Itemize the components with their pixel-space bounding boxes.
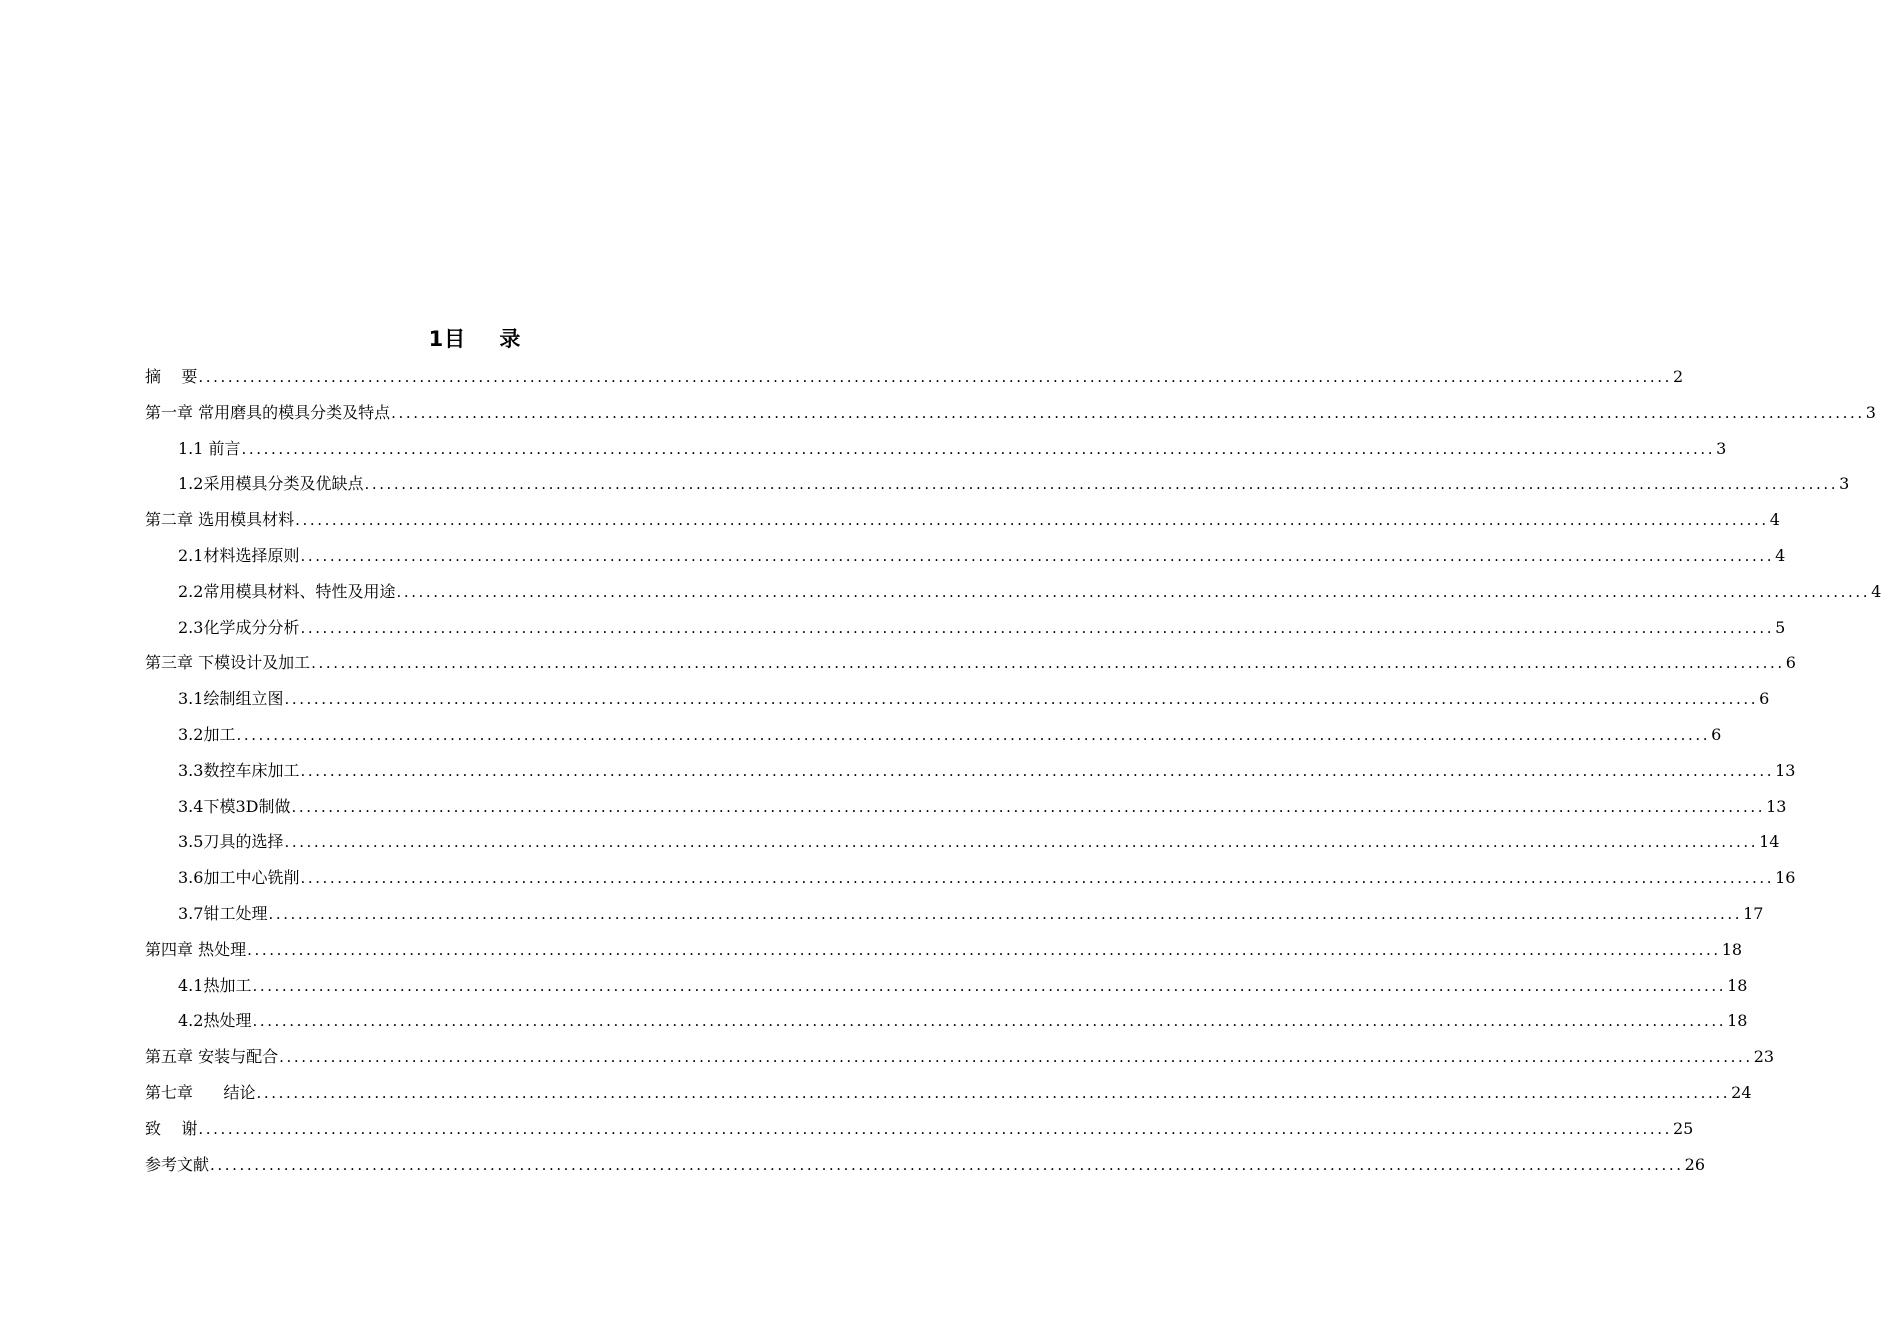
toc-dot-leader: ........................................................................................................................................................................................................ — [291, 797, 1766, 816]
toc-entry-page-number: 18 — [1727, 1011, 1748, 1031]
toc-entry-page-number: 18 — [1727, 975, 1748, 995]
toc-entry-page-number: 13 — [1766, 796, 1787, 816]
toc-entry-label: 摘 要 — [145, 367, 198, 386]
toc-title: 1目 录 — [428, 327, 522, 351]
toc-dot-leader: ........................................................................................................................................................................................................ — [284, 690, 1759, 709]
toc-entry-page-number: 18 — [1721, 939, 1743, 959]
toc-entry[interactable] — [145, 896, 1764, 932]
toc-entry[interactable] — [145, 645, 1796, 681]
toc-dot-leader: ........................................................................................................................................................................................................ — [252, 1012, 1727, 1031]
toc-dot-leader: ........................................................................................................................................................................................................ — [396, 582, 1871, 601]
toc-entry-page-number: 26 — [1684, 1154, 1705, 1174]
toc-entry[interactable] — [145, 610, 1786, 646]
toc-dot-leader: ........................................................................................................................................................................................................ — [252, 976, 1727, 995]
toc-dot-leader: ........................................................................................................................................................................................................ — [247, 940, 1721, 959]
toc-entry-label: 第二章 选用模具材料 — [145, 510, 295, 530]
toc-entry-page-number: 4 — [1775, 545, 1786, 565]
toc-entry-label: 致 谢 — [145, 1118, 198, 1138]
toc-entry-page-number: 6 — [1759, 689, 1770, 709]
toc-entry[interactable] — [145, 1039, 1775, 1075]
toc-entry[interactable] — [145, 574, 1881, 610]
toc-entry-label: 2.1材料选择原则 — [178, 545, 300, 565]
toc-entry-label: 3.7钳工处理 — [178, 903, 268, 923]
toc-entry-label: 3.5刀具的选择 — [178, 832, 284, 852]
toc-entry-label: 参考文献 — [145, 1154, 210, 1174]
toc-entry-page-number: 4 — [1871, 581, 1881, 601]
toc-entry[interactable] — [145, 538, 1786, 574]
toc-entry-label: 1.2采用模具分类及优缺点 — [178, 474, 364, 494]
toc-entry[interactable] — [145, 681, 1770, 717]
toc-entry-label: 4.2热处理 — [178, 1011, 252, 1031]
toc-dot-leader: ........................................................................................................................................................................................................ — [300, 869, 1775, 888]
toc-entry[interactable] — [145, 824, 1780, 860]
toc-entry-page-number: 13 — [1775, 760, 1796, 780]
toc-entry[interactable] — [145, 431, 1727, 467]
toc-dot-leader: ........................................................................................................................................................................................................ — [300, 546, 1775, 565]
toc-entry[interactable] — [145, 1147, 1705, 1183]
toc-entry[interactable] — [145, 932, 1743, 968]
toc-entry-page-number: 3 — [1839, 474, 1850, 494]
toc-dot-leader: ........................................................................................................................................................................................................ — [210, 1155, 1684, 1174]
toc-entry-label: 2.2常用模具材料、特性及用途 — [178, 581, 396, 601]
toc-entry-label: 第七章 结论 — [145, 1082, 256, 1102]
toc-entry-page-number: 23 — [1753, 1047, 1775, 1067]
toc-dot-leader: ........................................................................................................................................................................................................ — [300, 618, 1775, 637]
toc-entry-label: 3.2加工 — [178, 724, 236, 744]
toc-dot-leader: ........................................................................................................................................................................................................ — [300, 761, 1775, 780]
toc-dot-leader: ........................................................................................................................................................................................................ — [256, 1083, 1731, 1102]
toc-entry[interactable] — [145, 717, 1722, 753]
toc-entry-label: 第四章 热处理 — [145, 939, 247, 959]
toc-entry-page-number: 3 — [1865, 402, 1876, 422]
toc-entry[interactable] — [145, 395, 1876, 431]
toc-entry-page-number: 24 — [1731, 1082, 1752, 1102]
toc-entry-label: 4.1热加工 — [178, 975, 252, 995]
toc-dot-leader: ........................................................................................................................................................................................................ — [198, 1119, 1672, 1138]
toc-dot-leader: ........................................................................................................................................................................................................ — [198, 368, 1672, 386]
toc-entry-page-number: 25 — [1672, 1118, 1694, 1138]
toc-entry-label: 3.4下模3D制做 — [178, 796, 291, 816]
toc-entry-label: 2.3化学成分分析 — [178, 617, 300, 637]
toc-dot-leader: ........................................................................................................................................................................................................ — [284, 833, 1759, 852]
toc-entry-page-number: 6 — [1711, 724, 1722, 744]
toc-entry-page-number: 14 — [1759, 832, 1780, 852]
toc-dot-leader: ........................................................................................................................................................................................................ — [391, 403, 1865, 422]
toc-entry-page-number: 6 — [1785, 653, 1796, 673]
toc-entry-label: 第五章 安装与配合 — [145, 1047, 279, 1067]
toc-entry-label: 1.1 前言 — [178, 438, 241, 458]
toc-dot-leader: ........................................................................................................................................................................................................ — [236, 725, 1711, 744]
toc-dot-leader: ........................................................................................................................................................................................................ — [241, 439, 1716, 458]
toc-entry-page-number: 4 — [1769, 510, 1780, 530]
toc-entry[interactable] — [145, 1111, 1694, 1147]
toc-entry[interactable] — [145, 789, 1787, 825]
toc-entry[interactable] — [145, 466, 1850, 502]
toc-entry[interactable] — [145, 860, 1796, 896]
toc-entry-page-number: 16 — [1775, 868, 1796, 888]
toc-entry[interactable] — [145, 1075, 1752, 1111]
toc-entry-label: 3.1绘制组立图 — [178, 689, 284, 709]
toc-entry-label: 3.6加工中心铣削 — [178, 868, 300, 888]
toc-dot-leader: ........................................................................................................................................................................................................ — [364, 475, 1839, 494]
toc-entry-page-number: 2 — [1672, 367, 1684, 386]
toc-entry-label: 3.3数控车床加工 — [178, 760, 300, 780]
toc-dot-leader: ........................................................................................................................................................................................................ — [295, 511, 1769, 530]
toc-entry[interactable] — [145, 359, 1684, 395]
toc-entry-page-number: 17 — [1743, 903, 1764, 923]
toc-entry[interactable] — [145, 753, 1796, 789]
toc-entry[interactable] — [145, 502, 1780, 538]
toc-list — [145, 359, 1881, 1182]
toc-entry-page-number: 5 — [1775, 617, 1786, 637]
toc-entry[interactable] — [145, 968, 1748, 1004]
toc-dot-leader: ........................................................................................................................................................................................................ — [268, 904, 1743, 923]
toc-entry-label: 第三章 下模设计及加工 — [145, 653, 311, 673]
toc-entry-label: 第一章 常用磨具的模具分类及特点 — [145, 402, 391, 422]
toc-dot-leader: ........................................................................................................................................................................................................ — [311, 654, 1785, 673]
toc-entry-page-number: 3 — [1716, 438, 1727, 458]
toc-entry[interactable] — [145, 1003, 1748, 1039]
toc-dot-leader: ........................................................................................................................................................................................................ — [279, 1048, 1753, 1067]
